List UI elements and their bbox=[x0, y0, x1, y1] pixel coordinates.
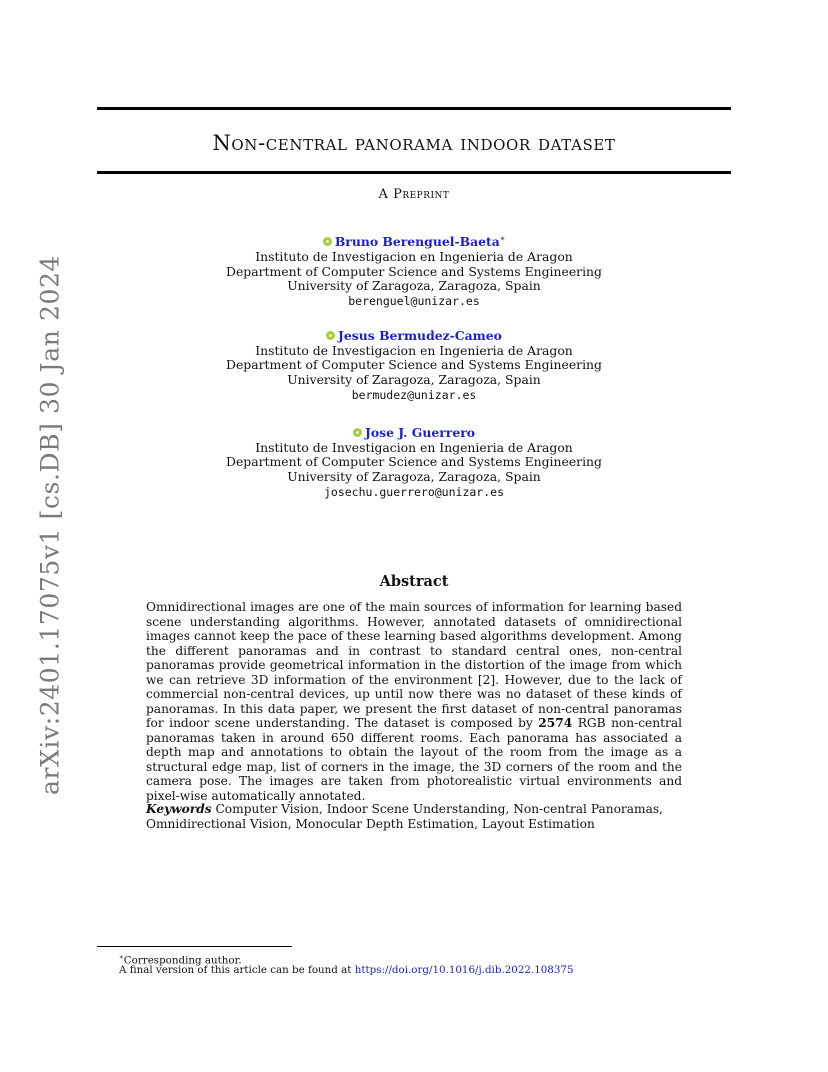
author-department: Department of Computer Science and Systems Engineering bbox=[226, 454, 602, 470]
author-email[interactable]: berenguel@unizar.es bbox=[348, 293, 480, 308]
title-rule-bottom bbox=[97, 171, 731, 174]
author-name-link[interactable]: Bruno Berenguel-Baeta bbox=[334, 234, 500, 250]
abstract-text-part-2: RGB non-central panoramas taken in around 650 different rooms. Each panorama has associated a depth map and annotations to obtain the layout of the room from the image as a structural edge map, list of corners in the image, the 3D corners of the room and the camera pose. The images are taken from photorealistic virtual environments and pixel-wise automatically annotated. bbox=[146, 716, 683, 803]
doi-link[interactable]: https://doi.org/10.1016/j.dib.2022.108375 bbox=[354, 964, 574, 976]
footnote-final-version bbox=[119, 964, 574, 977]
abstract-text-part-1: Omnidirectional images are one of the main sources of information for learning based scene understanding algorithms. However, annotated datasets of omnidirectional images cannot keep the pace of these learning based algorithms development. Among the different panoramas and in contrast to standard central ones, non-central panoramas provide geometrical information in the distortion of the image from which we can retrieve 3D information of the environment [2]. However, due to the lack of commercial non-central devices, up until now there was no dataset of these kinds of panoramas. In this data paper, we present the first dataset of non-central panoramas for indoor scene understanding. The dataset is composed by bbox=[146, 600, 682, 730]
orcid-icon[interactable] bbox=[323, 237, 332, 246]
author-email[interactable]: josechu.guerrero@unizar.es bbox=[323, 484, 504, 499]
dataset-count: 2574 bbox=[538, 716, 573, 730]
author-department: Department of Computer Science and Systems Engineering bbox=[226, 263, 602, 279]
author-name-link[interactable]: Jose J. Guerrero bbox=[364, 425, 476, 440]
footnote-rule bbox=[97, 946, 292, 947]
arxiv-sidebar-stamp: arXiv:2401.17075v1 [cs.DB] 30 Jan 2024 bbox=[35, 254, 65, 796]
author-affiliation: Instituto de Investigacion en Ingenieria de Aragon bbox=[255, 439, 573, 455]
keywords-text: Computer Vision, Indoor Scene Understanding, Non-central Panoramas, Omnidirectional Vision, Monocular Depth Estimation, Layout Estimation bbox=[146, 802, 663, 831]
paper-title: Non-central panorama indoor dataset bbox=[212, 131, 616, 155]
author-affiliation: Instituto de Investigacion en Ingenieria de Aragon bbox=[255, 248, 573, 264]
footnote-corresponding-text: Corresponding author. bbox=[123, 954, 242, 967]
footnote-final-version-text: A final version of this article can be found at bbox=[119, 964, 355, 976]
author-block-1 bbox=[97, 232, 731, 309]
abstract-heading: Abstract bbox=[379, 573, 449, 590]
author-block-2 bbox=[97, 329, 731, 403]
author-department: Department of Computer Science and Systems Engineering bbox=[226, 357, 602, 373]
abstract-body bbox=[146, 600, 682, 803]
author-university: University of Zaragoza, Zaragoza, Spain bbox=[287, 469, 541, 485]
author-email[interactable]: bermudez@unizar.es bbox=[351, 387, 477, 402]
footnote-mark: ∗ bbox=[119, 953, 124, 961]
author-affiliation: Instituto de Investigacion en Ingenieria de Aragon bbox=[255, 342, 573, 358]
author-block-3 bbox=[97, 426, 731, 500]
orcid-icon[interactable] bbox=[326, 331, 335, 340]
author-name-link[interactable]: Jesus Bermudez-Cameo bbox=[338, 328, 502, 343]
author-university: University of Zaragoza, Zaragoza, Spain bbox=[287, 278, 541, 294]
keywords-label: Keywords bbox=[146, 802, 212, 816]
author-university: University of Zaragoza, Zaragoza, Spain bbox=[287, 372, 541, 388]
title-rule-top bbox=[97, 107, 731, 110]
preprint-label: A Preprint bbox=[378, 187, 450, 202]
corresponding-mark: ∗ bbox=[499, 234, 506, 243]
orcid-icon[interactable] bbox=[353, 428, 362, 437]
keywords-section bbox=[146, 802, 682, 831]
